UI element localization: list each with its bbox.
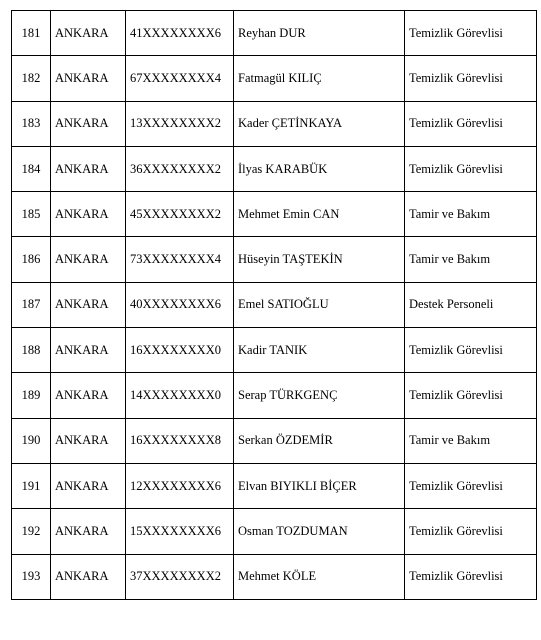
position-cell: Temizlik Görevlisi xyxy=(405,11,537,56)
row-number: 186 xyxy=(12,237,51,282)
table-row xyxy=(12,192,537,237)
table-row xyxy=(12,237,537,282)
row-number: 193 xyxy=(12,554,51,599)
table-row xyxy=(12,554,537,599)
full-name-cell: Elvan BIYIKLI BİÇER xyxy=(234,463,405,508)
full-name-cell: Serap TÜRKGENÇ xyxy=(234,373,405,418)
masked-id-cell: 67XXXXXXXX4 xyxy=(126,56,234,101)
table-row xyxy=(12,328,537,373)
position-cell: Temizlik Görevlisi xyxy=(405,328,537,373)
masked-id-cell: 16XXXXXXXX8 xyxy=(126,418,234,463)
masked-id-cell: 15XXXXXXXX6 xyxy=(126,509,234,554)
full-name-cell: Hüseyin TAŞTEKİN xyxy=(234,237,405,282)
position-cell: Temizlik Görevlisi xyxy=(405,373,537,418)
city-cell: ANKARA xyxy=(51,11,126,56)
city-cell: ANKARA xyxy=(51,554,126,599)
table-row xyxy=(12,282,537,327)
position-cell: Temizlik Görevlisi xyxy=(405,554,537,599)
table-row xyxy=(12,418,537,463)
full-name-cell: Mehmet KÖLE xyxy=(234,554,405,599)
table-row xyxy=(12,146,537,191)
row-number: 184 xyxy=(12,146,51,191)
position-cell: Temizlik Görevlisi xyxy=(405,146,537,191)
full-name-cell: İlyas KARABÜK xyxy=(234,146,405,191)
city-cell: ANKARA xyxy=(51,192,126,237)
city-cell: ANKARA xyxy=(51,328,126,373)
masked-id-cell: 12XXXXXXXX6 xyxy=(126,463,234,508)
masked-id-cell: 45XXXXXXXX2 xyxy=(126,192,234,237)
position-cell: Tamir ve Bakım xyxy=(405,192,537,237)
position-cell: Temizlik Görevlisi xyxy=(405,101,537,146)
masked-id-cell: 73XXXXXXXX4 xyxy=(126,237,234,282)
table-row xyxy=(12,463,537,508)
full-name-cell: Kader ÇETİNKAYA xyxy=(234,101,405,146)
full-name-cell: Reyhan DUR xyxy=(234,11,405,56)
table-row xyxy=(12,373,537,418)
masked-id-cell: 16XXXXXXXX0 xyxy=(126,328,234,373)
table-row xyxy=(12,56,537,101)
position-cell: Temizlik Görevlisi xyxy=(405,509,537,554)
masked-id-cell: 36XXXXXXXX2 xyxy=(126,146,234,191)
full-name-cell: Osman TOZDUMAN xyxy=(234,509,405,554)
position-cell: Tamir ve Bakım xyxy=(405,418,537,463)
row-number: 189 xyxy=(12,373,51,418)
full-name-cell: Serkan ÖZDEMİR xyxy=(234,418,405,463)
full-name-cell: Fatmagül KILIÇ xyxy=(234,56,405,101)
position-cell: Temizlik Görevlisi xyxy=(405,56,537,101)
city-cell: ANKARA xyxy=(51,146,126,191)
city-cell: ANKARA xyxy=(51,418,126,463)
row-number: 185 xyxy=(12,192,51,237)
row-number: 187 xyxy=(12,282,51,327)
city-cell: ANKARA xyxy=(51,237,126,282)
masked-id-cell: 40XXXXXXXX6 xyxy=(126,282,234,327)
city-cell: ANKARA xyxy=(51,463,126,508)
city-cell: ANKARA xyxy=(51,509,126,554)
personnel-table xyxy=(11,10,537,600)
city-cell: ANKARA xyxy=(51,56,126,101)
full-name-cell: Emel SATIOĞLU xyxy=(234,282,405,327)
city-cell: ANKARA xyxy=(51,101,126,146)
table-row xyxy=(12,11,537,56)
row-number: 183 xyxy=(12,101,51,146)
masked-id-cell: 14XXXXXXXX0 xyxy=(126,373,234,418)
row-number: 192 xyxy=(12,509,51,554)
full-name-cell: Mehmet Emin CAN xyxy=(234,192,405,237)
position-cell: Temizlik Görevlisi xyxy=(405,463,537,508)
row-number: 188 xyxy=(12,328,51,373)
masked-id-cell: 37XXXXXXXX2 xyxy=(126,554,234,599)
position-cell: Tamir ve Bakım xyxy=(405,237,537,282)
full-name-cell: Kadir TANIK xyxy=(234,328,405,373)
row-number: 190 xyxy=(12,418,51,463)
row-number: 181 xyxy=(12,11,51,56)
row-number: 191 xyxy=(12,463,51,508)
row-number: 182 xyxy=(12,56,51,101)
city-cell: ANKARA xyxy=(51,282,126,327)
city-cell: ANKARA xyxy=(51,373,126,418)
table-row xyxy=(12,509,537,554)
position-cell: Destek Personeli xyxy=(405,282,537,327)
table-row xyxy=(12,101,537,146)
masked-id-cell: 41XXXXXXXX6 xyxy=(126,11,234,56)
masked-id-cell: 13XXXXXXXX2 xyxy=(126,101,234,146)
